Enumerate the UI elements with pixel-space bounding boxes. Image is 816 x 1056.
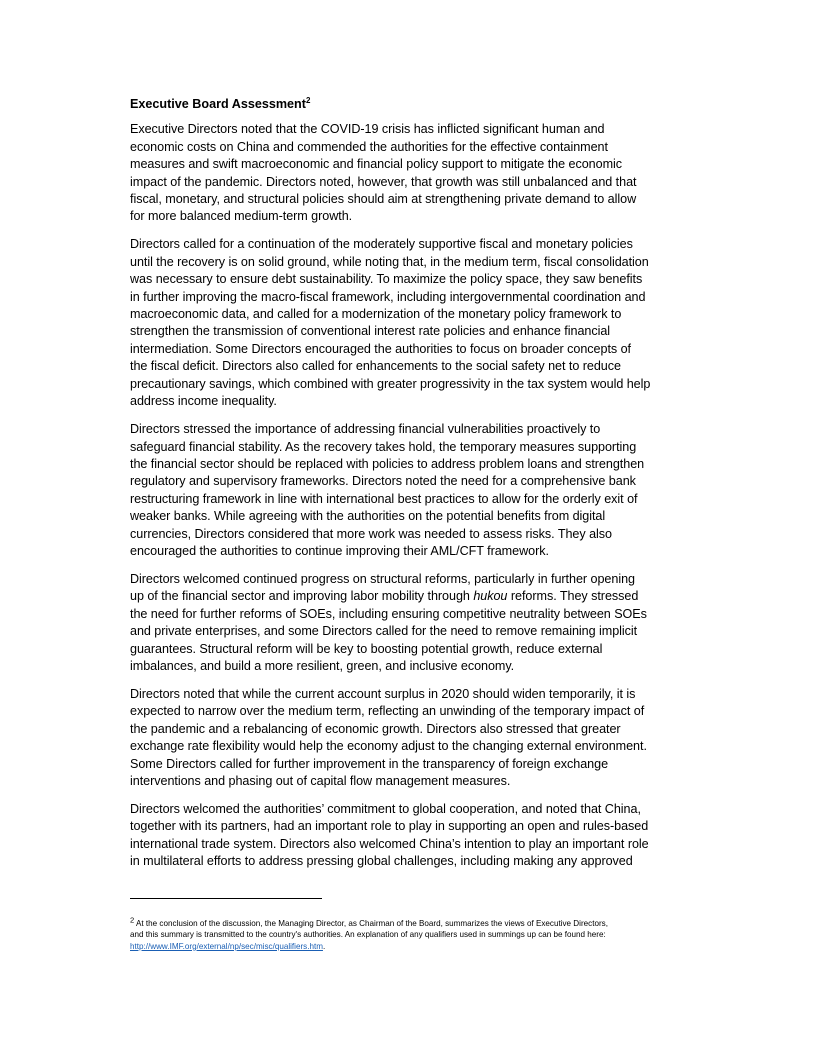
qualifiers-link[interactable]: http://www.IMF.org/external/np/sec/misc/qualifiers.htm (130, 941, 323, 951)
text-line: Some Directors called for further improvement in the transparency of foreign exchange (130, 756, 609, 771)
heading-title: Executive Board Assessment (130, 97, 306, 111)
text-line: macroeconomic data, and called for a modernization of the monetary policy framework to (130, 307, 622, 322)
footnote-divider (130, 898, 322, 899)
document-body (130, 96, 690, 881)
footnote-line (130, 915, 690, 929)
paragraph-3 (130, 421, 690, 560)
footnote-suffix: . (322, 941, 326, 951)
text-line: Directors welcomed the authorities’ commitment to global cooperation, and noted that China, (130, 802, 641, 816)
text-line: measures and swift macroeconomic and financial policy support to mitigate the economic (130, 157, 622, 172)
text-line: international trade system. Directors also welcomed China’s intention to play an important role (130, 836, 649, 851)
text-line: Directors stressed the importance of addressing financial vulnerabilities proactively to (130, 422, 601, 437)
footnote-text: At the conclusion of the discussion, the Managing Director, as Chairman of the Board, summarizes the views of Executive Directors, (134, 919, 608, 928)
text-line: and private enterprises, and some Directors called for the need to remove remaining implicit (130, 624, 638, 639)
text-line: interventions and phasing out of capital flow management measures. (130, 774, 511, 788)
text-line: Directors welcomed continued progress on structural reforms, particularly in further opening (130, 571, 635, 586)
text-line: encouraged the authorities to continue improving their AML/CFT framework. (130, 543, 549, 558)
text-segment: reforms. They stressed (507, 589, 639, 604)
footnote (130, 915, 690, 952)
text-line: restructuring framework in line with international best practices to allow for the orderly exit of (130, 491, 638, 506)
text-line: Directors called for a continuation of the moderately supportive fiscal and monetary policies (130, 237, 633, 252)
paragraph-5 (130, 686, 690, 790)
paragraph-2 (130, 236, 690, 410)
text-line: the financial sector should be replaced with policies to address problem loans and strengthen (130, 456, 645, 471)
text-line: expected to narrow over the medium term, reflecting an unwinding of the temporary impact of (130, 704, 645, 719)
text-line: safeguard financial stability. As the recovery takes hold, the temporary measures supporting (130, 439, 637, 454)
section-heading (130, 96, 690, 113)
text-line (130, 588, 690, 605)
text-line: impact of the pandemic. Directors noted, however, that growth was still unbalanced and that (130, 174, 637, 189)
text-line: for more balanced medium-term growth. (130, 209, 353, 224)
text-line: in multilateral efforts to address pressing global challenges, including making any approved (130, 854, 633, 869)
text-line: weaker banks. While agreeing with the authorities on the potential benefits from digital (130, 509, 606, 524)
text-line: together with its partners, had an important role to play in supporting an open and rules-based (130, 819, 649, 834)
text-line: the fiscal deficit. Directors also called for enhancements to the social safety net to reduce (130, 359, 621, 374)
text-line: address income inequality. (130, 394, 277, 409)
text-line: imbalances, and build a more resilient, green, and inclusive economy. (130, 658, 515, 673)
footnote-line: and this summary is transmitted to the country's authorities. An explanation of any qualifiers used in summings up can be found here: (130, 930, 606, 940)
text-line: the need for further reforms of SOEs, including ensuring competitive neutrality between SOEs (130, 606, 647, 621)
paragraph-1 (130, 121, 690, 225)
text-segment: up of the financial sector and improving labor mobility through (130, 589, 474, 604)
text-line: exchange rate flexibility would help the economy adjust to the changing external environment. (130, 739, 647, 754)
italic-term-hukou: hukou (473, 589, 508, 604)
text-line: fiscal, monetary, and structural policies should aim at strengthening private demand to allow (130, 192, 637, 207)
paragraph-6 (130, 801, 690, 871)
text-line: the pandemic and a rebalancing of economic growth. Directors also stressed that greater (130, 721, 621, 736)
footnote-line (130, 941, 690, 952)
text-line: until the recovery is on solid ground, while noting that, in the medium term, fiscal consolidation (130, 254, 649, 269)
heading-footnote-ref[interactable]: 2 (305, 95, 311, 105)
text-line: Executive Directors noted that the COVID-19 crisis has inflicted significant human and (130, 122, 605, 137)
text-line: was necessary to ensure debt sustainability. To maximize the policy space, they saw benefits (130, 272, 643, 287)
footnote-marker: 2 (130, 915, 135, 925)
text-line: economic costs on China and commended the authorities for the effective containment (130, 139, 608, 154)
text-line: regulatory and supervisory frameworks. Directors noted the need for a comprehensive bank (130, 474, 636, 489)
paragraph-4 (130, 571, 690, 675)
text-line: guarantees. Structural reform will be key to boosting potential growth, reduce external (130, 641, 603, 656)
text-line: intermediation. Some Directors encouraged the authorities to focus on broader concepts of (130, 341, 631, 356)
text-line: precautionary savings, which combined with greater progressivity in the tax system would help (130, 376, 651, 391)
text-line: in further improving the macro-fiscal framework, including intergovernmental coordination and (130, 289, 646, 304)
text-line: currencies, Directors considered that more work was needed to assess risks. They also (130, 526, 612, 541)
text-line: Directors noted that while the current account surplus in 2020 should widen temporarily, it is (130, 686, 636, 701)
text-line: strengthen the transmission of conventional interest rate policies and enhance financial (130, 324, 611, 339)
